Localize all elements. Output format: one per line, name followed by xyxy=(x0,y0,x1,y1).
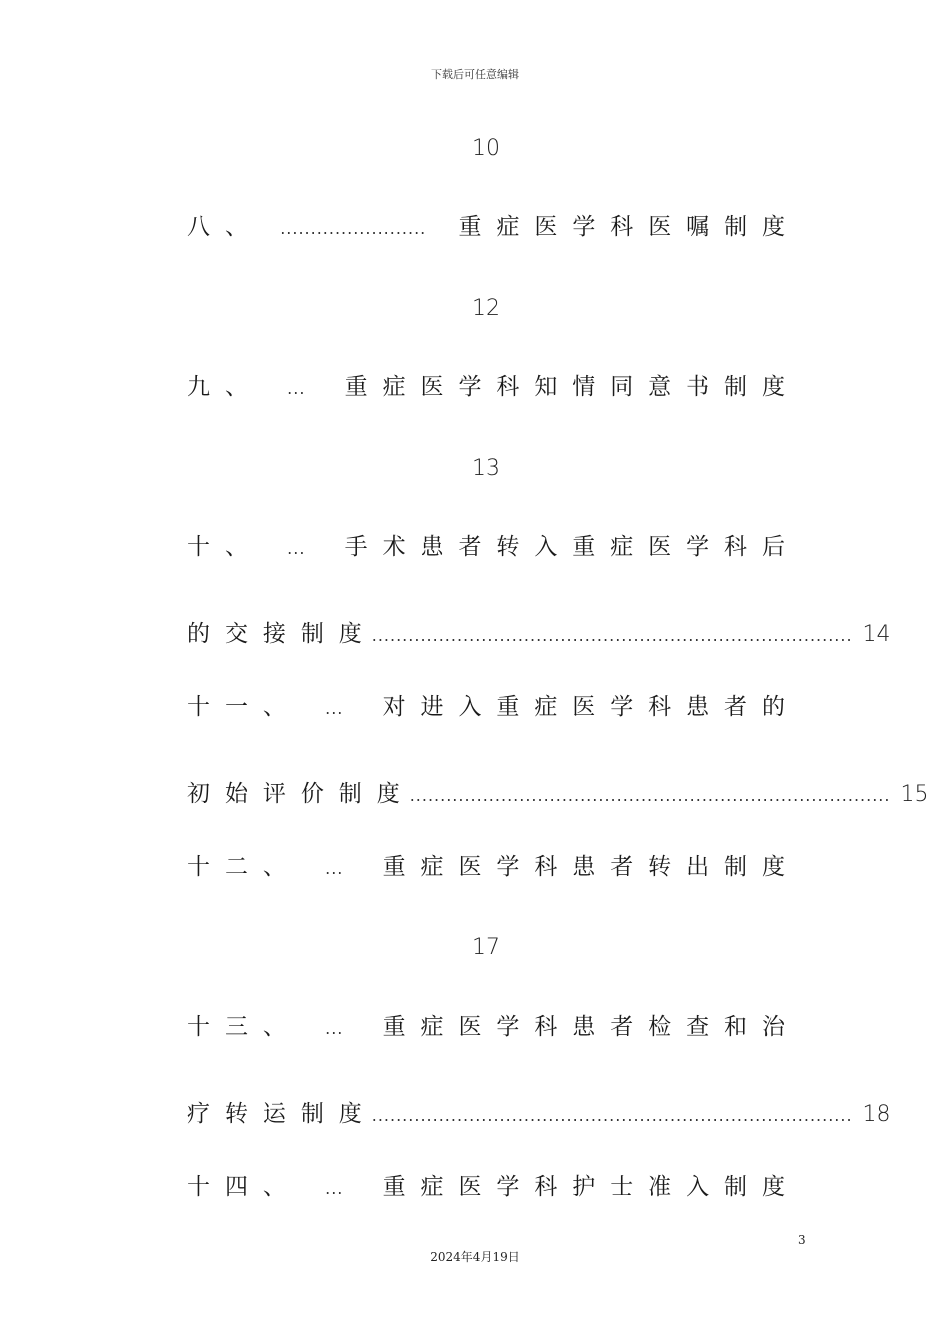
toc-entry-title: 对 进 入 重 症 医 学 科 患 者 的 xyxy=(382,694,785,720)
toc-entry-title: 手 术 患 者 转 入 重 症 医 学 科 后 xyxy=(344,534,785,560)
toc-leader: ... xyxy=(325,1019,344,1038)
toc-entry-prefix: 十 一 、 xyxy=(187,694,286,720)
toc-entry-title-cont: 疗 转 运 制 度 xyxy=(187,1101,362,1127)
toc-entry-prefix: 十 二 、 xyxy=(187,854,286,880)
toc-entry-title-cont: 初 始 评 价 制 度 xyxy=(187,781,400,807)
toc-entry-10[interactable] xyxy=(187,528,785,561)
toc-leader: ... xyxy=(325,699,344,718)
toc-leader: ............................................................................... xyxy=(371,1106,853,1125)
toc-leader: ... xyxy=(325,859,344,878)
toc-entry-title: 重 症 医 学 科 知 情 同 意 书 制 度 xyxy=(344,374,785,400)
toc-entry-prefix: 十 三 、 xyxy=(187,1014,286,1040)
toc-entry-prefix: 八 、 xyxy=(187,214,248,240)
toc-entry-11[interactable] xyxy=(187,688,785,721)
toc-entry-13[interactable] xyxy=(187,1008,785,1041)
page-header: 下载后可任意编辑 xyxy=(431,68,519,81)
toc-entry-prefix: 十 、 xyxy=(187,534,248,560)
toc-entry-title: 重 症 医 学 科 医 嘱 制 度 xyxy=(458,214,785,240)
toc-leader: ... xyxy=(287,539,306,558)
toc-entry-8[interactable] xyxy=(187,208,785,241)
footer-date: 2024年4月19日 xyxy=(430,1250,520,1264)
toc-entry-title: 重 症 医 学 科 护 士 准 入 制 度 xyxy=(382,1174,785,1200)
toc-page-number: 13 xyxy=(472,456,500,481)
toc-entry-9[interactable] xyxy=(187,368,785,401)
toc-entry-title: 重 症 医 学 科 患 者 检 查 和 治 xyxy=(382,1014,785,1040)
toc-entry-title-cont: 的 交 接 制 度 xyxy=(187,621,362,647)
toc-page-number: 17 xyxy=(472,935,500,960)
toc-leader: ............................................................................... xyxy=(371,626,853,645)
toc-entry-page: 14 xyxy=(862,622,891,647)
toc-leader: ........................ xyxy=(280,219,427,238)
toc-page-number: 12 xyxy=(472,296,500,321)
toc-page-number: 10 xyxy=(472,136,500,161)
toc-entry-10-continued[interactable] xyxy=(187,615,891,648)
toc-entry-page: 18 xyxy=(862,1102,891,1127)
toc-leader: ... xyxy=(325,1179,344,1198)
toc-entry-page: 15 xyxy=(900,782,929,807)
toc-entry-13-continued[interactable] xyxy=(187,1095,891,1128)
toc-entry-12[interactable] xyxy=(187,848,785,881)
toc-entry-11-continued[interactable] xyxy=(187,775,929,808)
toc-entry-prefix: 九 、 xyxy=(187,374,248,400)
toc-leader: ... xyxy=(287,379,306,398)
toc-entry-prefix: 十 四 、 xyxy=(187,1174,286,1200)
page-number: 3 xyxy=(798,1233,806,1247)
toc-entry-14[interactable] xyxy=(187,1168,785,1201)
toc-leader: ............................................................................... xyxy=(409,786,891,805)
toc-entry-title: 重 症 医 学 科 患 者 转 出 制 度 xyxy=(382,854,785,880)
